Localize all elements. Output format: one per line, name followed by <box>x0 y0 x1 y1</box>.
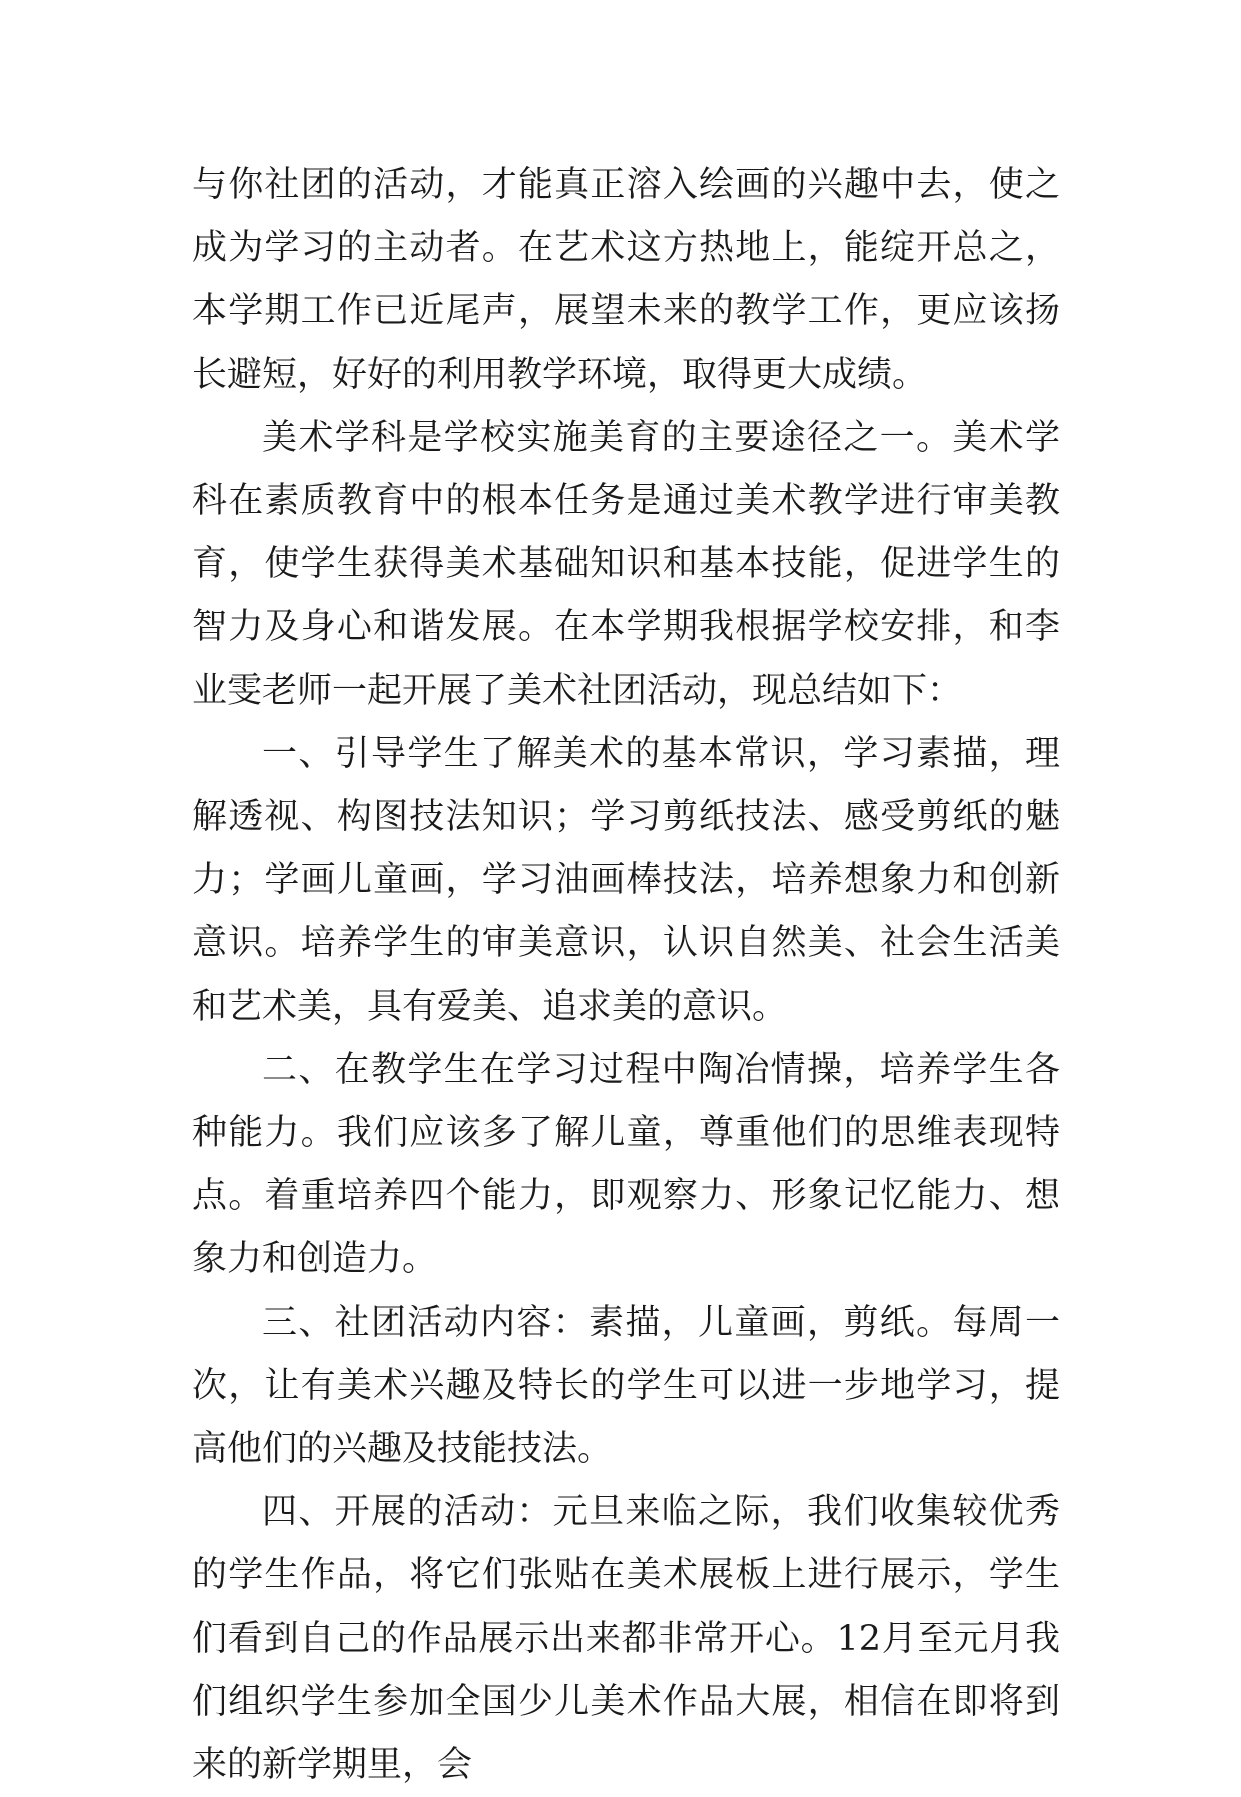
document-body <box>192 154 1060 1797</box>
paragraph-6: 四、开展的活动：元旦来临之际，我们收集较优秀的学生作品，将它们张贴在美术展板上进行展示，学生们看到自己的作品展示出来都非常开心。12月至元月我们组织学生参加全国少儿美术作品大展，相信在即将到来的新学期里，会 <box>192 1492 1060 1786</box>
paragraph-5: 三、社团活动内容：素描，儿童画，剪纸。每周一次，让有美术兴趣及特长的学生可以进一步地学习，提高他们的兴趣及技能技法。 <box>192 1302 1060 1470</box>
paragraph-4: 二、在教学生在学习过程中陶冶情操，培养学生各种能力。我们应该多了解儿童，尊重他们的思维表现特点。着重培养四个能力，即观察力、形象记忆能力、想象力和创造力。 <box>192 1049 1060 1280</box>
paragraph-2: 美术学科是学校实施美育的主要途径之一。美术学科在素质教育中的根本任务是通过美术教学进行审美教育，使学生获得美术基础知识和基本技能，促进学生的智力及身心和谐发展。在本学期我根据学校安排，和李业雯老师一起开展了美术社团活动，现总结如下： <box>192 417 1060 711</box>
paragraph-1: 与你社团的活动，才能真正溶入绘画的兴趣中去，使之成为学习的主动者。在艺术这方热地上，能绽开总之，本学期工作已近尾声，展望未来的教学工作，更应该扬长避短，好好的利用教学环境，取得更大成绩。 <box>192 165 1060 395</box>
paragraph-3: 一、引导学生了解美术的基本常识，学习素描，理解透视、构图技法知识；学习剪纸技法、感受剪纸的魅力；学画儿童画，学习油画棒技法，培养想象力和创新意识。培养学生的审美意识，认识自然美、社会生活美和艺术美，具有爱美、追求美的意识。 <box>192 733 1060 1027</box>
